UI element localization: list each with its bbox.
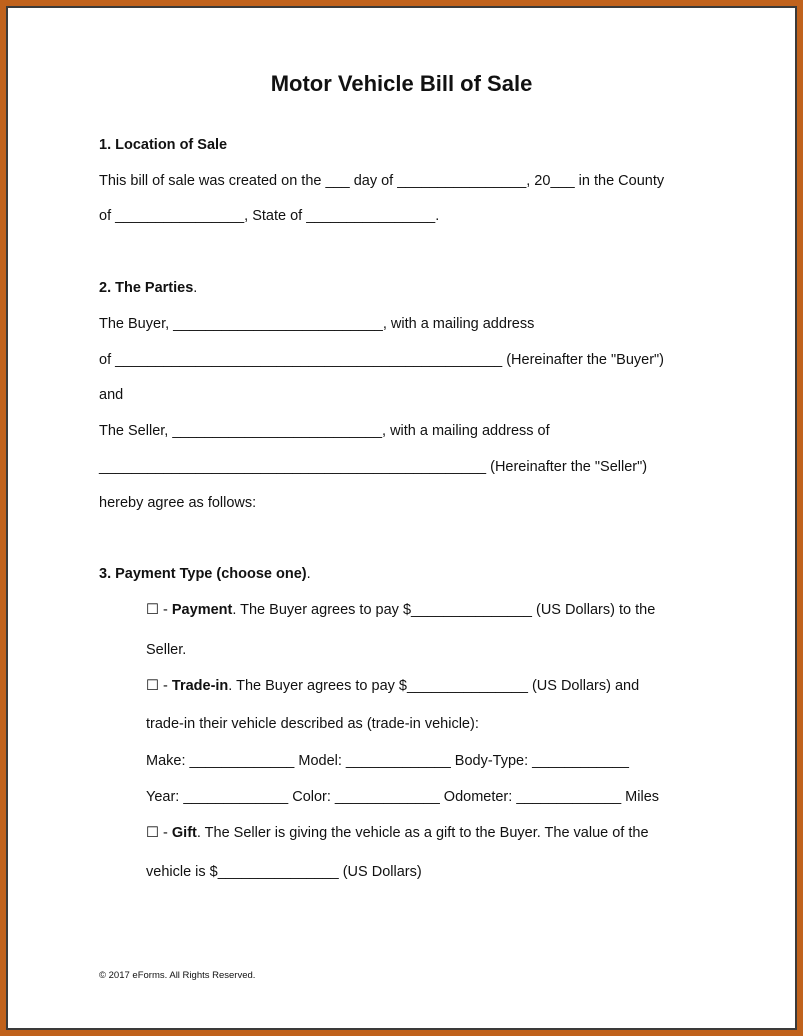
payment-text: . The Buyer agrees to pay $_______________ (US Dollars) to the: [232, 602, 656, 618]
gift-checkbox[interactable]: ☐ -: [146, 825, 172, 841]
section2-heading: 2. The Parties: [99, 280, 194, 296]
section2-heading-period: .: [193, 280, 198, 296]
section3-heading: 3. Payment Type (choose one): [99, 566, 307, 582]
agree-text: hereby agree as follows:: [99, 495, 257, 511]
and-text: and: [99, 387, 124, 403]
tradein-cont: trade-in their vehicle described as (trade-in vehicle):: [146, 716, 479, 732]
seller-line2: ________________________________________________ (Hereinafter the "Seller"): [99, 459, 648, 475]
gift-label: Gift: [171, 825, 197, 841]
document-title: Motor Vehicle Bill of Sale: [270, 71, 533, 96]
tradein-text: . The Buyer agrees to pay $_______________ (US Dollars) and: [228, 678, 640, 694]
tradein-option: [146, 677, 639, 695]
section3-heading-row: [99, 565, 311, 583]
section1-line1: This bill of sale was created on the ___ day of ________________, 20___ in the County: [99, 173, 665, 189]
tradein-label: Trade-in: [171, 678, 229, 694]
payment-cont: Seller.: [146, 642, 187, 658]
tradein-make-line: Make: _____________ Model: _____________ Body-Type: ____________: [146, 753, 629, 769]
tradein-year-line: Year: _____________ Color: _____________ Odometer: _____________ Miles: [146, 789, 660, 805]
copyright-footer: © 2017 eForms. All Rights Reserved.: [99, 970, 256, 981]
gift-text: . The Seller is giving the vehicle as a gift to the Buyer. The value of the: [196, 825, 649, 841]
payment-label: Payment: [171, 602, 233, 618]
section1-line2: of ________________, State of ________________.: [99, 208, 440, 224]
tradein-checkbox[interactable]: ☐ -: [146, 678, 172, 694]
payment-option: [146, 601, 655, 619]
section3-heading-period: .: [306, 566, 311, 582]
section1-heading: 1. Location of Sale: [99, 137, 228, 153]
section2-heading-row: [99, 279, 197, 297]
gift-option: [146, 824, 649, 842]
payment-checkbox[interactable]: ☐ -: [146, 602, 172, 618]
buyer-line1: The Buyer, __________________________, with a mailing address: [99, 316, 535, 332]
buyer-line2: of ________________________________________________ (Hereinafter the "Buyer"): [99, 352, 665, 368]
gift-cont: vehicle is $_______________ (US Dollars): [146, 864, 422, 880]
seller-line1: The Seller, __________________________, with a mailing address of: [99, 423, 550, 439]
